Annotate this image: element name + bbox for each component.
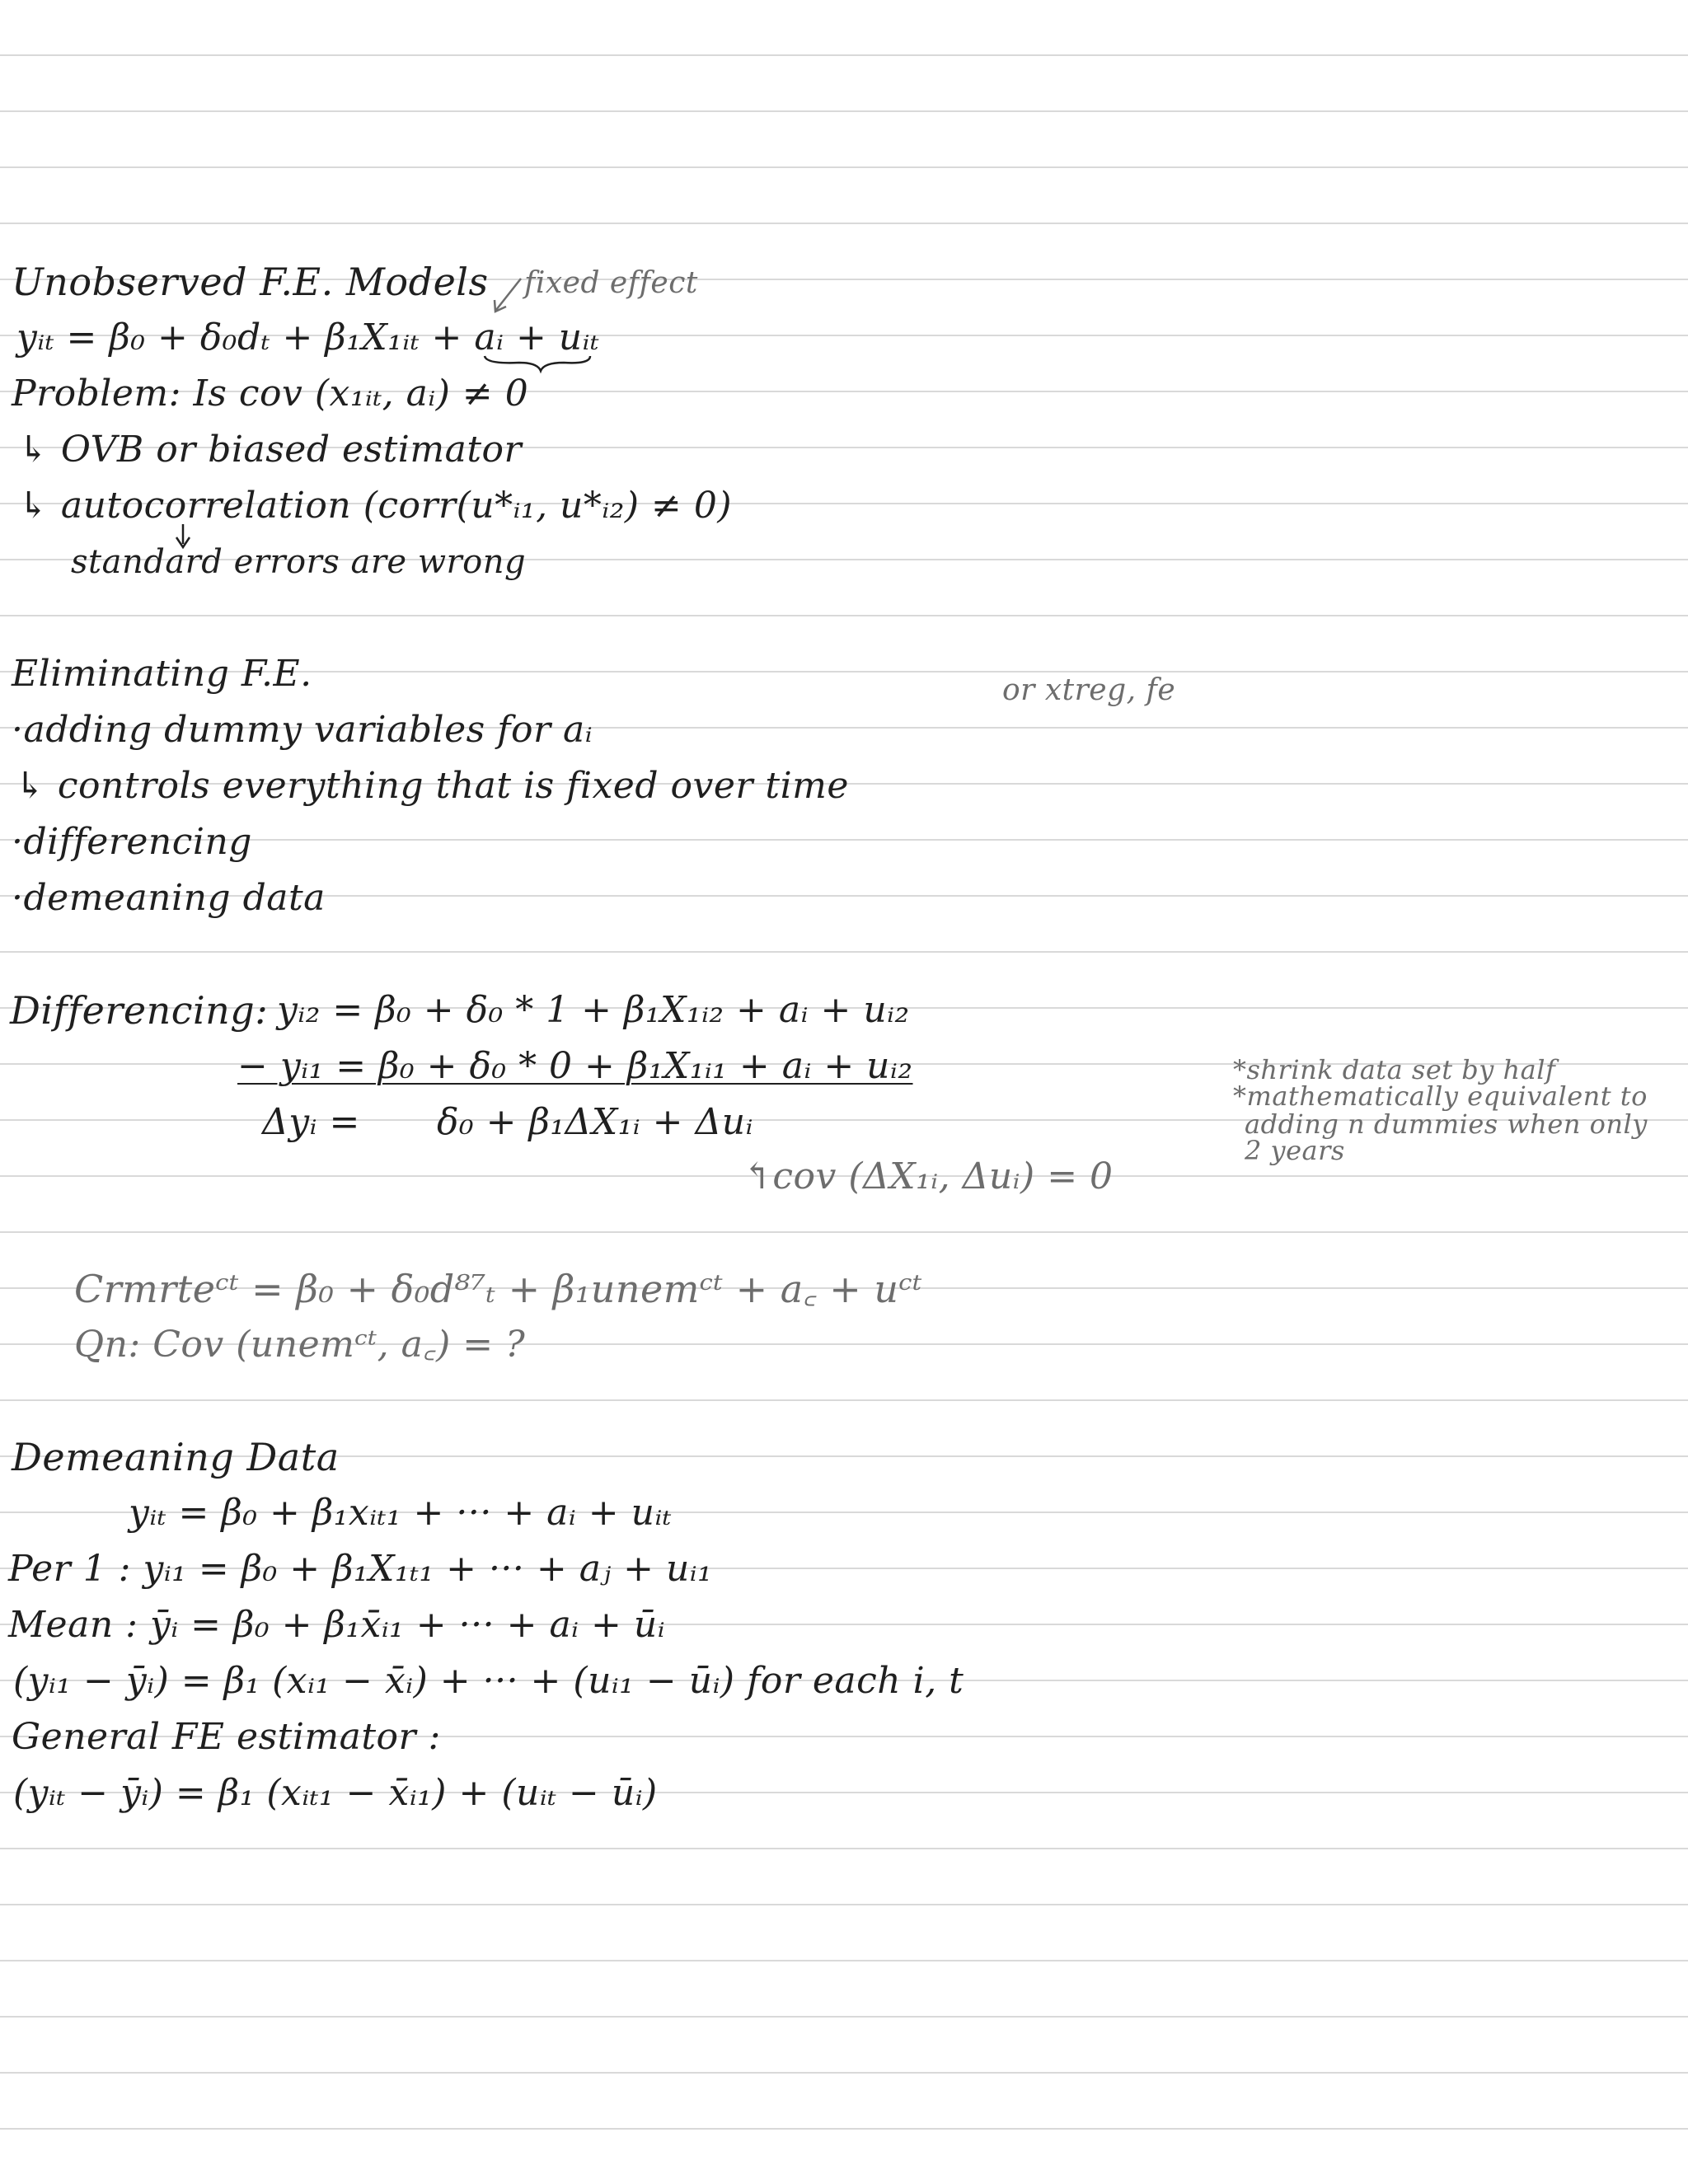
controls-fixed-item: ↳ controls everything that is fixed over time xyxy=(15,765,849,807)
autocorrelation-bullet: ↳ autocorrelation (corr(u*ᵢ₁, u*ᵢ₂) ≠ 0) xyxy=(18,485,733,527)
demeaning-item: ·demeaning data xyxy=(12,877,326,919)
differencing-eq3-right: δ₀ + β₁ΔX₁ᵢ + Δuᵢ xyxy=(437,1101,753,1143)
dummy-variables-item: ·adding dummy variables for aᵢ xyxy=(12,709,593,751)
side-note-line-3: adding n dummies when only xyxy=(1245,1108,1648,1140)
demeaning-eq2: Per 1 : yᵢ₁ = β₀ + β₁X₁ₜ₁ + ··· + aⱼ + uᵢ₁ xyxy=(8,1548,713,1590)
standard-errors-note: standard errors are wrong xyxy=(71,543,527,581)
general-fe-label: General FE estimator : xyxy=(12,1716,441,1758)
xtreg-note: or xtreg, fe xyxy=(1002,673,1176,707)
error-term-brace xyxy=(485,356,590,371)
differencing-eq1: yᵢ₂ = β₀ + δ₀ * 1 + β₁X₁ᵢ₂ + aᵢ + uᵢ₂ xyxy=(277,989,910,1031)
ovb-bullet: ↳ OVB or biased estimator xyxy=(18,429,523,471)
demeaning-title: Demeaning Data xyxy=(12,1435,340,1479)
cov-zero-note: ↰cov (ΔX₁ᵢ, Δuᵢ) = 0 xyxy=(742,1155,1114,1197)
eliminating-title: Eliminating F.E. xyxy=(12,653,312,695)
side-note-line-1: *shrink data set by half xyxy=(1233,1054,1556,1085)
demeaning-eq1: yᵢₜ = β₀ + β₁xᵢₜ₁ + ··· + aᵢ + uᵢₜ xyxy=(129,1492,673,1534)
general-fe-equation: (yᵢₜ − ȳᵢ) = β₁ (xᵢₜ₁ − x̄ᵢ₁) + (uᵢₜ − ūᵢ) xyxy=(13,1772,658,1814)
crime-question: Qn: Cov (unemᶜᵗ, a꜀) = ? xyxy=(74,1324,526,1366)
fixed-effect-arrow xyxy=(496,279,521,310)
differencing-label: Differencing: xyxy=(10,988,269,1033)
model-equation: yᵢₜ = β₀ + δ₀dₜ + β₁X₁ᵢₜ + aᵢ + uᵢₜ xyxy=(16,316,600,359)
differencing-eq2: − yᵢ₁ = β₀ + δ₀ * 0 + β₁X₁ᵢ₁ + aᵢ + uᵢ₂ xyxy=(237,1045,913,1087)
problem-statement: Problem: Is cov (x₁ᵢₜ, aᵢ) ≠ 0 xyxy=(12,373,529,415)
models-title: Unobserved F.E. Models xyxy=(12,260,489,304)
side-note-line-2: *mathematically equivalent to xyxy=(1233,1080,1648,1112)
side-note-line-4: 2 years xyxy=(1245,1135,1345,1166)
demeaning-eq4: (yᵢ₁ − ȳᵢ) = β₁ (xᵢ₁ − x̄ᵢ) + ··· + (uᵢ₁ − ūᵢ) for each i, t xyxy=(13,1660,964,1702)
crime-equation: Crmrteᶜᵗ = β₀ + δ₀d⁸⁷ₜ + β₁unemᶜᵗ + a꜀ + uᶜᵗ xyxy=(74,1267,923,1311)
demeaning-eq3: Mean : ȳᵢ = β₀ + β₁x̄ᵢ₁ + ··· + aᵢ + ūᵢ xyxy=(8,1604,666,1646)
differencing-item: ·differencing xyxy=(12,821,252,863)
differencing-eq3-left: Δyᵢ = xyxy=(262,1101,360,1143)
fixed-effect-annotation: fixed effect xyxy=(524,266,698,300)
